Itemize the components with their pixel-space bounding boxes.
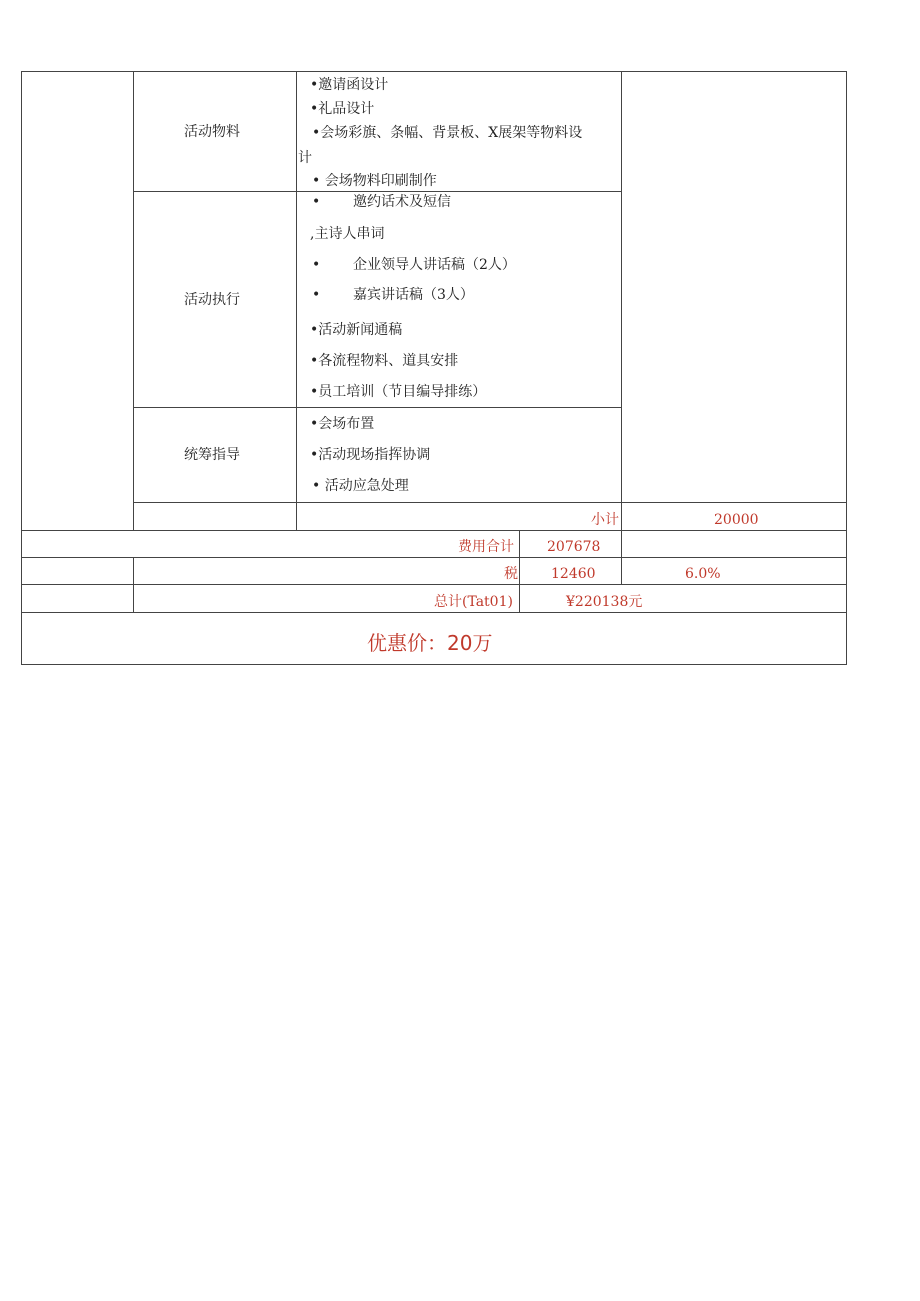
category-materials: 活动物料 [184, 124, 240, 140]
list-item: 计 [298, 150, 312, 166]
list-item: •邀请函设计 [310, 77, 389, 93]
row-divider [133, 191, 622, 192]
col-divider [519, 530, 520, 613]
category-coordination: 统筹指导 [184, 447, 240, 463]
list-item: 企业领导人讲话稿（2人） [353, 257, 516, 273]
table-border-right [846, 71, 847, 665]
list-item: 邀约话术及短信 [353, 194, 451, 210]
tax-rate: 6.0% [685, 566, 721, 582]
row-divider [21, 584, 847, 585]
table-border-bottom [21, 664, 847, 665]
list-item: •各流程物料、道具安排 [310, 353, 459, 369]
row-divider [133, 407, 622, 408]
list-item: •会场彩旗、条幅、背景板、X展架等物料设 [312, 125, 583, 141]
list-item: •活动新闻通稿 [310, 322, 403, 338]
list-item: •活动现场指挥协调 [310, 447, 431, 463]
col-divider [621, 557, 622, 585]
row-divider [133, 502, 847, 503]
list-item: • 会场物料印刷制作 [312, 173, 437, 189]
table-border-top [21, 71, 847, 72]
grand-total-label: 总计(Tat01) [434, 594, 513, 610]
row-divider [21, 530, 847, 531]
row-divider [21, 557, 847, 558]
promo-price: 优惠价：20万 [367, 631, 493, 655]
list-bullet: • [312, 257, 321, 273]
tax-label: 税 [504, 566, 518, 582]
list-item: •礼品设计 [310, 101, 375, 117]
table-border-left [21, 71, 22, 665]
col-divider [296, 71, 297, 531]
col-divider [621, 71, 622, 558]
col-divider [133, 71, 134, 531]
fee-total-value: 207678 [547, 539, 601, 555]
list-item: •员工培训（节目编导排练） [310, 384, 487, 400]
grand-total-value: ¥220138元 [566, 594, 643, 610]
list-bullet: • [312, 287, 321, 303]
fee-total-label: 费用合计 [458, 539, 514, 555]
list-item: •会场布置 [310, 416, 375, 432]
list-item: • 活动应急处理 [312, 478, 409, 494]
list-bullet: • [312, 194, 321, 210]
tax-value: 12460 [551, 566, 596, 582]
subtotal-label: 小计 [591, 512, 619, 528]
list-item: ,主诗人串词 [310, 226, 385, 242]
list-item: 嘉宾讲话稿（3人） [353, 287, 474, 303]
category-execution: 活动执行 [184, 292, 240, 308]
col-divider [133, 557, 134, 613]
subtotal-value: 20000 [714, 512, 759, 528]
row-divider [21, 612, 847, 613]
